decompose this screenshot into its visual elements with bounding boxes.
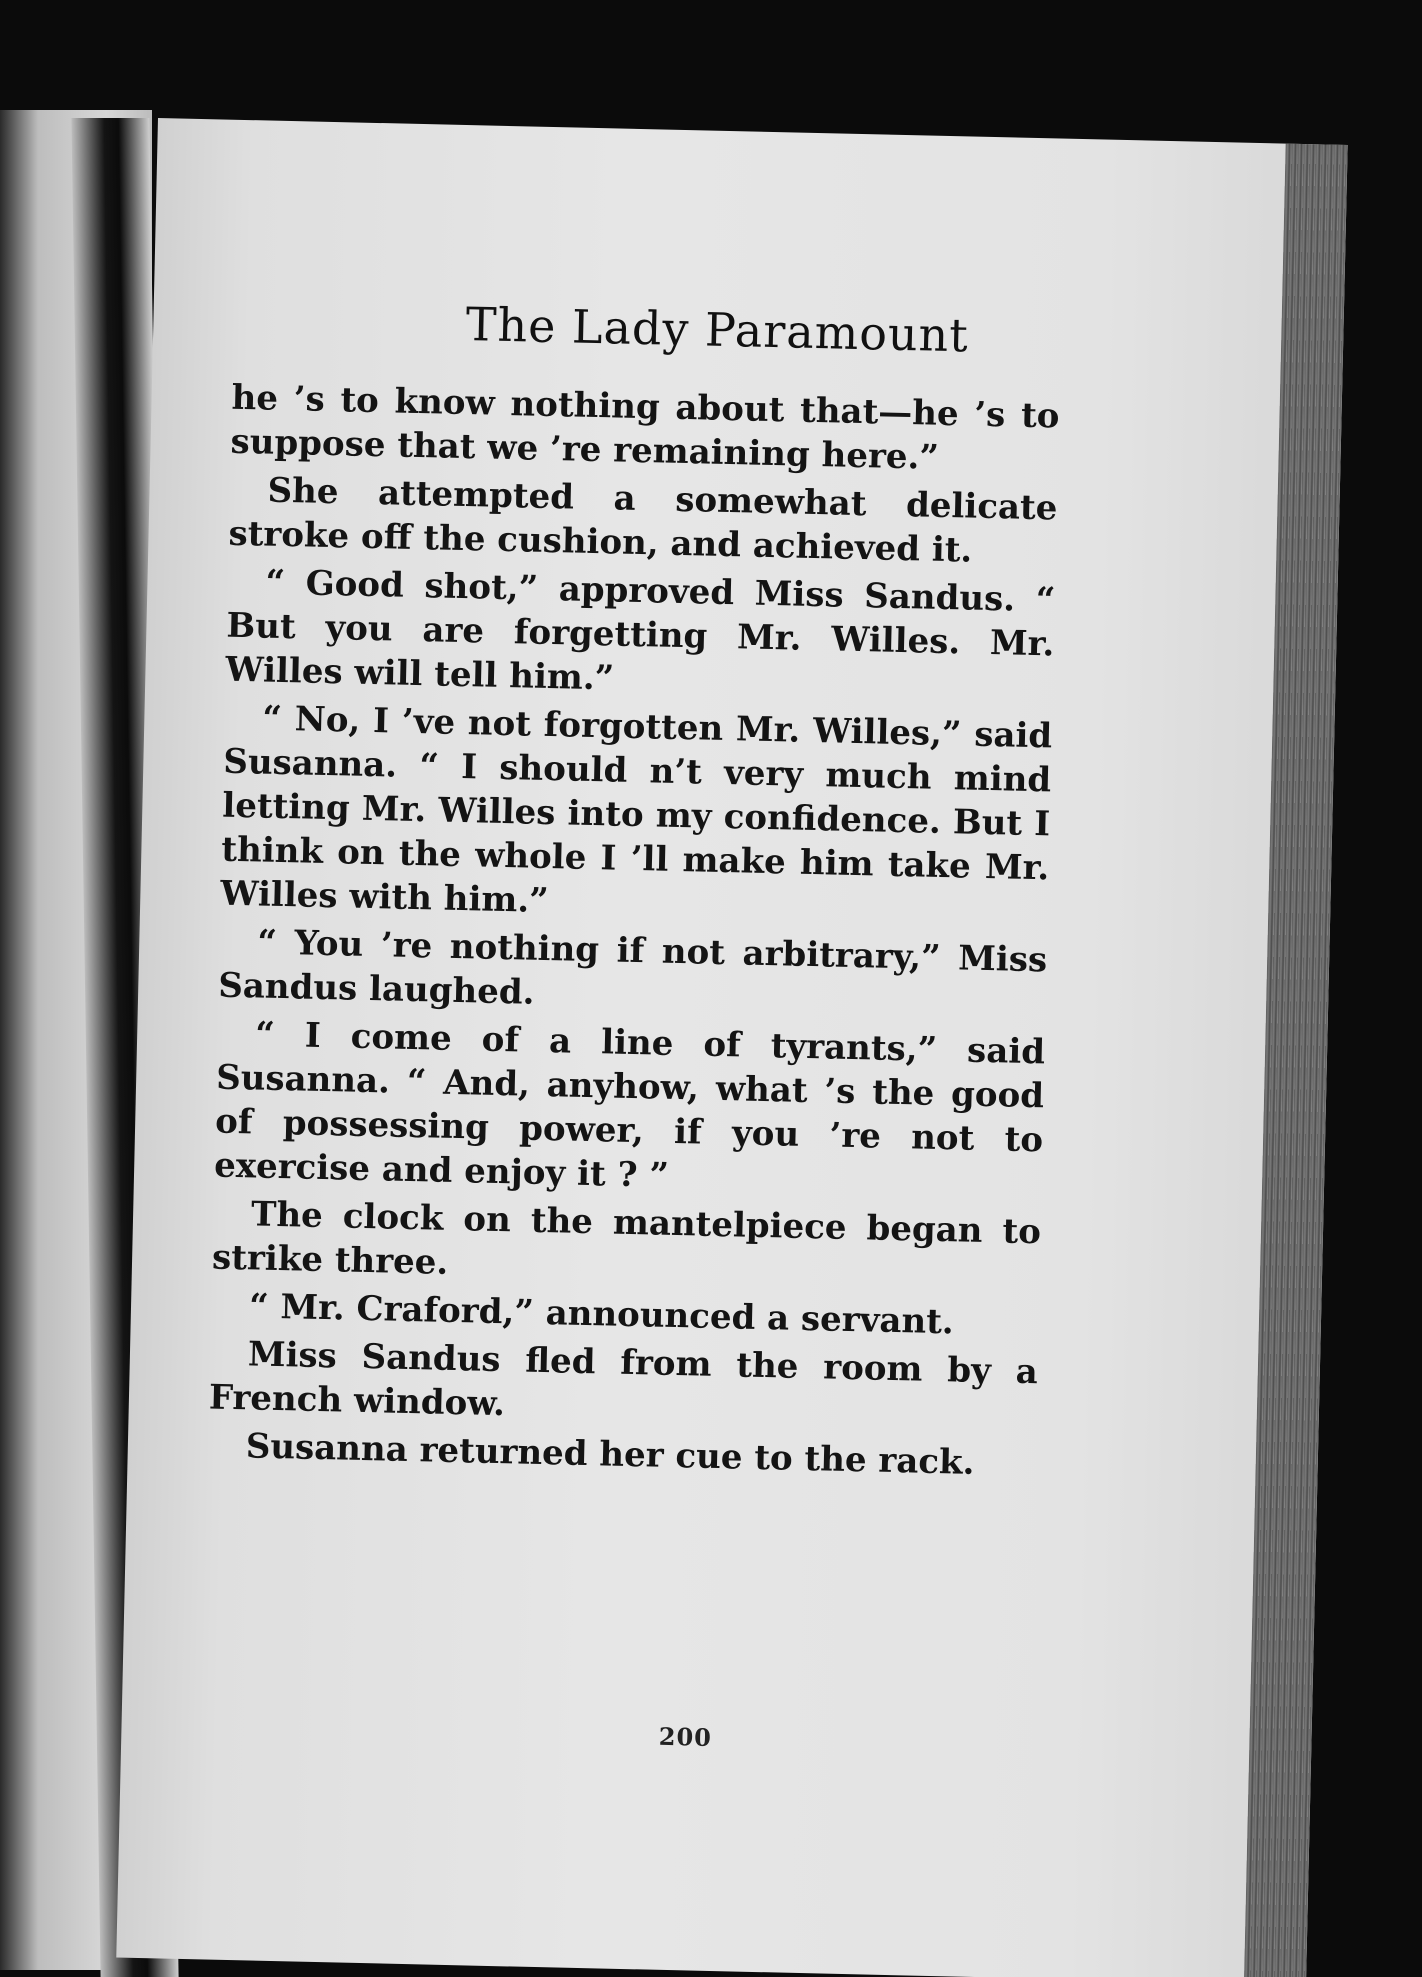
paragraph: She attempted a somewhat delicate stroke off the cushion, and achieved it.: [228, 470, 1058, 571]
paragraph: Miss Sandus fled from the room by a French window.: [208, 1334, 1039, 1425]
paragraph: “ No, I ’ve not forgotten Mr. Willes,” said Susanna. “ I should n’t very much mind letting Mr. Willes into my confidence. But I think on the whole I ’ll make him take Mr. Willes with him.”: [219, 698, 1053, 922]
running-head: The Lady Paramount: [465, 297, 970, 363]
page-body-text: [207, 376, 1060, 1491]
page-fore-edge: [1244, 144, 1348, 1977]
paragraph: The clock on the mantelpiece began to strike three.: [211, 1194, 1042, 1283]
page-number: 200: [658, 1721, 713, 1752]
paragraph: Susanna returned her cue to the rack.: [245, 1426, 975, 1483]
paragraph: “ Mr. Craford,” announced a servant.: [248, 1286, 955, 1343]
paragraph: he ’s to know nothing about that—he ’s to suppose that we ’re remaining here.”: [230, 377, 1060, 478]
paragraph: “ You ’re nothing if not arbitrary,” Miss Sandus laughed.: [217, 922, 1048, 1013]
book-page: [116, 118, 1347, 1977]
paragraph: “ I come of a line of tyrants,” said Susanna. “ And, anyhow, what ’s the good of possessing power, if you ’re not to exercise and enjoy it ? ”: [213, 1014, 1046, 1196]
paragraph: “ Good shot,” approved Miss Sandus. “ But you are forgetting Mr. Willes. Mr. Willes will tell him.”: [225, 562, 1056, 699]
